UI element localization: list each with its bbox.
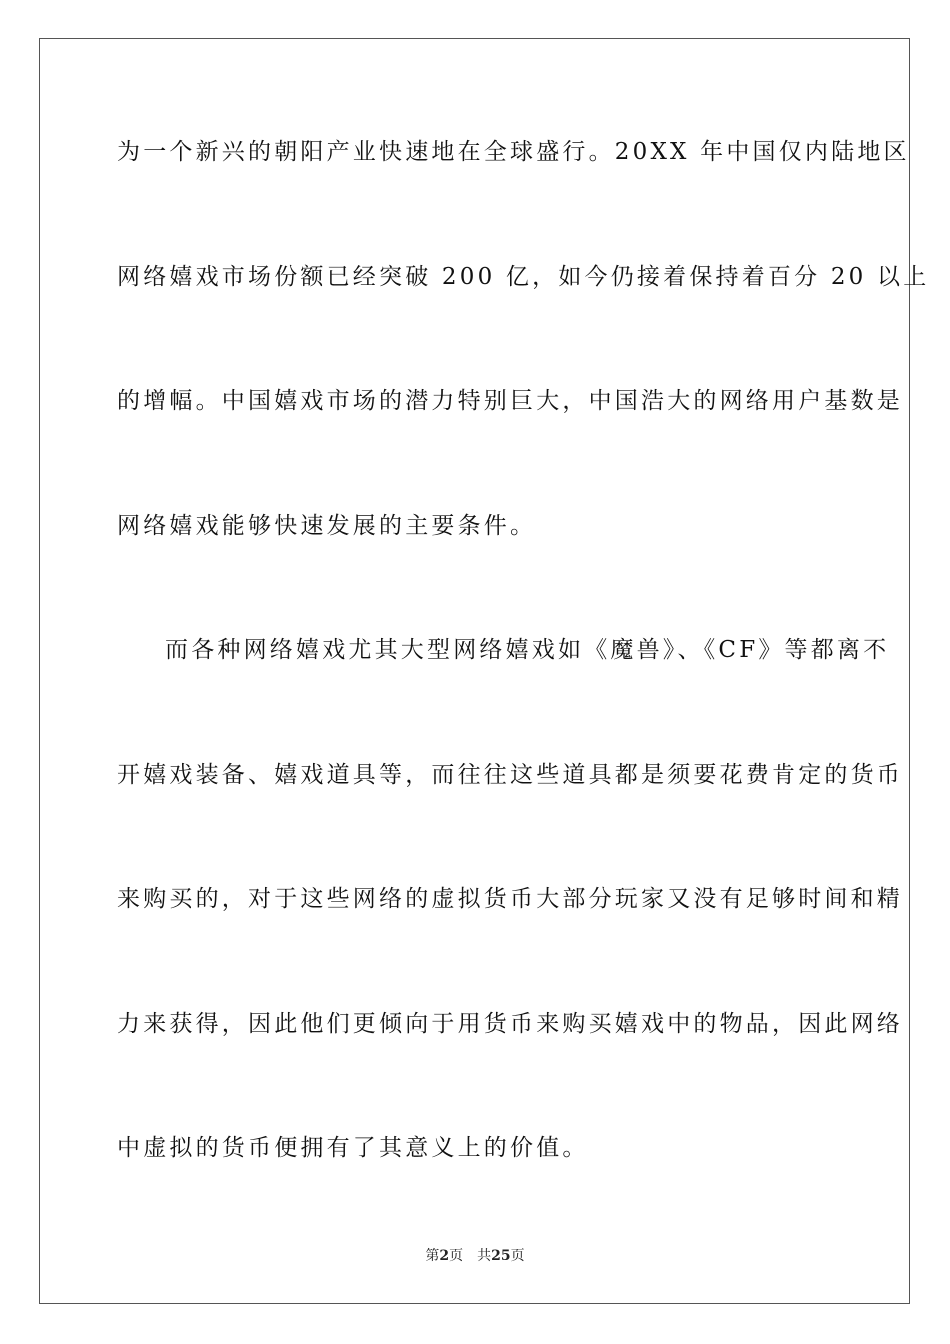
- page-footer: [0, 1247, 950, 1265]
- text-line-1: 为一个新兴的朝阳产业快速地在全球盛行。20XX 年中国仅内陆地区: [117, 139, 910, 165]
- total-suffix: 页: [510, 1248, 525, 1264]
- total-pages: 25: [491, 1248, 511, 1264]
- total-prefix: 共: [477, 1248, 492, 1264]
- text-line-2: 网络嬉戏市场份额已经突破 200 亿，如今仍接着保持着百分 20 以上: [117, 264, 930, 290]
- text-line-7: 来购买的，对于这些网络的虚拟货币大部分玩家又没有足够时间和精: [117, 886, 903, 912]
- page-prefix: 第: [425, 1248, 440, 1264]
- page-suffix: 页: [449, 1248, 464, 1264]
- text-line-4: 网络嬉戏能够快速发展的主要条件。: [117, 513, 537, 539]
- text-line-3: 的增幅。中国嬉戏市场的潜力特别巨大，中国浩大的网络用户基数是: [117, 388, 903, 414]
- page-border: [39, 38, 930, 1304]
- text-line-6: 开嬉戏装备、嬉戏道具等，而往往这些道具都是须要花费肯定的货币: [117, 762, 903, 788]
- text-line-5: 而各种网络嬉戏尤其大型网络嬉戏如《魔兽》、《CF》等都离不: [165, 637, 890, 663]
- text-line-9: 中虚拟的货币便拥有了其意义上的价值。: [117, 1135, 589, 1161]
- text-line-8: 力来获得，因此他们更倾向于用货币来购买嬉戏中的物品，因此网络: [117, 1011, 903, 1037]
- page-number: 2: [439, 1248, 450, 1264]
